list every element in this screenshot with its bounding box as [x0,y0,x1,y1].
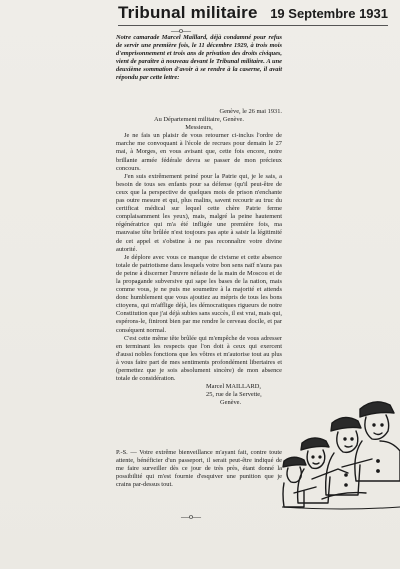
letter-paragraph: Je déplore avec vous ce manque de civisme et cette absence totale de patriotisme dans lesquels votre bon sens naïf n'aura pas de peine à discerner l'œuvre néfaste de la main de Moscou et de la propagande subversive qui sape les bases de la nation, mais comme vous, je ne puis me soumettre à la majorité et attends donc humblement que vous ajoutiez au mépris de tous les bons citoyens, qui m'afflige déjà, les démocratiques rigueurs de notre Constitution que j'ai déjà subies sans succès, il est vrai, mais qui, espérons-le, finiront bien par me rendre le cerveau docile, et par conséquent normal. [116,253,282,334]
letter-paragraph: J'en suis extrêmement peiné pour la Patrie qui, je le sais, a besoin de tous ses enfants pour sa défense (qu'il peut-être de ceux que la perspective de quelques mois de prison n'enchante pas outre mesure et qui, plus malins, savent recourir au truc du certificat médical sur lequel cette chère Patrie ferme complaisamment les yeux), mais, malgré la peine hautement régénératrice qui m'a été infligée une première fois, ma mauvaise tête brûlée n'est toujours pas apte à saisir la légitimité de cet appel et s'obstine à ne pas reconnaître votre divine autorité. [116,172,282,253]
letter-salutation: Messieurs, [185,124,213,132]
letter-body [116,108,282,407]
signature-city: Genève. [220,399,242,407]
postscript: P.-S. — Votre extrême bienveillance m'ayant fait, contre toute attente, bénéficier d'un passeport, il serait peut-être indiqué de me faire surveiller dès ce jour de très près, étant donné la possibilité qui m'est fournie d'esquiver une punition que je crains par-dessus tout. [116,449,282,489]
letter-recipient: Au Département militaire, Genève. [154,116,244,124]
signature-name: Marcel MAILLARD, [206,383,262,391]
letter-paragraph: C'est cette même tête brûlée qui m'empêche de vous adresser en terminant les respects que l'on doit à ceux qui exercent d'aussi nobles fonctions que les vôtres et m'autorise tout au plus à vous faire part de mes sentiments profondément libertaires et (permettez que je sois absolument sincère) de mon absence totale de considération. [116,334,282,383]
letter-paragraph: Je ne fais un plaisir de vous retourner ci-inclus l'ordre de marche me convoquant à l'école de recrues pour demain le 27 mai, à Morges, en vous avisant que, cette fois encore, notre brillante armée fédérale devra se passer de mon précieux concours. [116,132,282,172]
separator-bottom: —o— [181,512,201,521]
page-title: Tribunal militaire [118,3,258,22]
intro-paragraph: Notre camarade Marcel Maillard, déjà condamné pour refus de servir une première fois, le 11 décembre 1929, à trois mois d'emprisonnement et trois ans de privation des droits civiques, vient de paraître à nouveau devant le Tribunal militaire. A une deuxième sommation d'avoir à se rendre à la caserne, il avait répondu par cette lettre: [116,34,282,82]
separator-top: —o— [171,26,191,35]
soldiers-illustration [282,395,400,511]
signature-street: 25, rue de la Servette, [206,391,262,399]
letter-place-date: Genève, le 26 mai 1931. [219,108,282,115]
page-date: 19 Septembre 1931 [270,6,388,21]
page-header [118,5,388,26]
